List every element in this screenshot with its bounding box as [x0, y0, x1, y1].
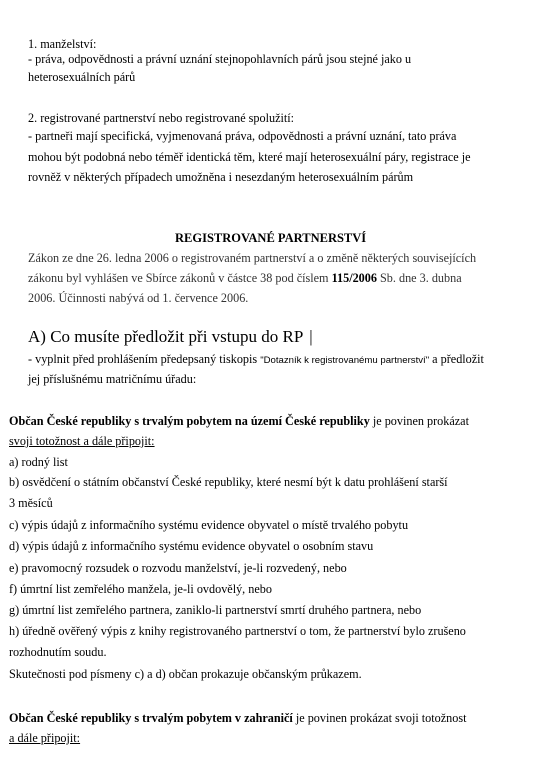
list-item: f) úmrtní list zemřelého manžela, je-li ovdovělý, nebo	[9, 582, 272, 596]
rp-line-1: - partneři mají specifická, vyjmenovaná práva, odpovědnosti a právní uznání, tato práva	[28, 129, 457, 143]
list-item: g) úmrtní list zemřelého partnera, zaniklo-li partnerství smrtí druhého partnera, nebo	[9, 603, 422, 617]
law-line-1: Zákon ze dne 26. ledna 2006 o registrovaném partnerství a o změně některých souvisejících	[28, 251, 477, 265]
fill-line-1-end: a předložit	[429, 352, 484, 366]
marriage-line-1: - práva, odpovědnosti a právní uznání stejnopohlavních párů jsou stejné jako u	[28, 52, 412, 66]
rp-line-2: mohou být podobná nebo téměř identická těm, které mají heterosexuální páry, registrace je	[28, 150, 471, 164]
list-item: e) pravomocný rozsudek o rozvodu manželství, je-li rozvedený, nebo	[9, 561, 347, 575]
section-title: REGISTROVANÉ PARTNERSTVÍ	[175, 231, 367, 245]
czech-resident-line	[9, 414, 469, 428]
fill-line-1	[28, 352, 484, 368]
law-number: 115/2006	[331, 271, 377, 285]
law-line-2-text: zákonu byl vyhlášen ve Sbírce zákonů v částce 38 pod číslem	[28, 271, 332, 285]
abroad-resident-line	[9, 711, 466, 725]
list-item: a) rodný list	[9, 455, 68, 469]
czech-resident-rest: je povinen prokázat	[369, 414, 469, 428]
rp-line-3: rovněž v některých případech umožněna i nesezdaným heterosexuálním párům	[28, 170, 414, 184]
list-item: b) osvědčení o státním občanství České republiky, které nesmí být k datu prohlášení starší	[9, 475, 448, 489]
form-name: "Dotazník k registrovanému partnerství"	[260, 355, 430, 366]
marriage-heading: 1. manželství:	[28, 37, 97, 51]
text-cursor: |	[309, 327, 313, 346]
list-item: 3 měsíců	[9, 496, 53, 510]
heading-a	[28, 327, 313, 347]
list-item: h) úředně ověřený výpis z knihy registrovaného partnerství o tom, že partnerství bylo zrušeno	[9, 624, 466, 638]
czech-resident-underline: svoji totožnost a dále připojit:	[9, 434, 155, 448]
abroad-resident-underline: a dále připojit:	[9, 731, 81, 745]
czech-resident-note: Skutečnosti pod písmeny c) a d) občan prokazuje občanským průkazem.	[9, 667, 362, 681]
heading-a-text: A) Co musíte předložit při vstupu do RP	[28, 327, 304, 346]
rp-heading: 2. registrované partnerství nebo registrované spolužití:	[28, 111, 295, 125]
abroad-resident-rest: je povinen prokázat svoji totožnost	[292, 711, 467, 725]
fill-line-2: jej příslušnému matričnímu úřadu:	[28, 372, 197, 386]
list-item: rozhodnutím soudu.	[9, 645, 107, 659]
czech-resident-bold: Občan České republiky s trvalým pobytem na území České republiky	[9, 414, 370, 428]
law-line-2	[28, 271, 462, 285]
law-line-2-end: Sb. dne 3. dubna	[376, 271, 462, 285]
list-item: c) výpis údajů z informačního systému evidence obyvatel o místě trvalého pobytu	[9, 518, 409, 532]
fill-line-1-text: - vyplnit před prohlášením předepsaný tiskopis	[28, 352, 261, 366]
law-line-3: 2006. Účinnosti nabývá od 1. července 2006.	[28, 291, 249, 305]
marriage-line-2: heterosexuálních párů	[28, 70, 136, 84]
abroad-resident-bold: Občan České republiky s trvalým pobytem v zahraničí	[9, 711, 293, 725]
list-item: d) výpis údajů z informačního systému evidence obyvatel o osobním stavu	[9, 539, 374, 553]
